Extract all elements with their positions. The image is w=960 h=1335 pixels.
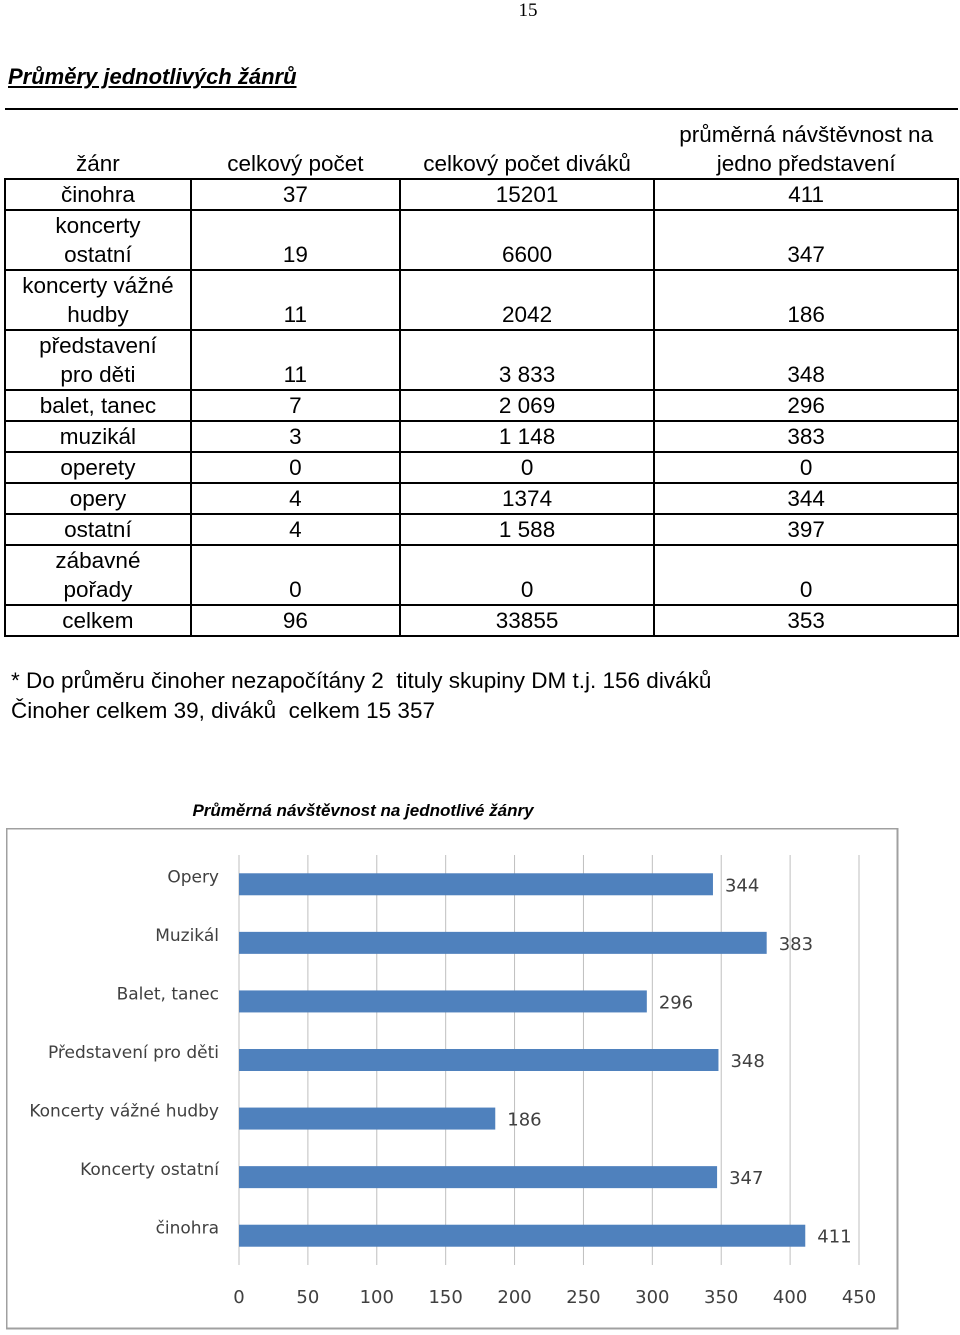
category-label: Koncerty ostatní <box>80 1160 219 1181</box>
value-cell: 348 <box>654 330 958 390</box>
section-heading: Průměry jednotlivých žánrů <box>8 64 297 89</box>
column-header: žánr <box>5 109 191 179</box>
page-number: 15 <box>518 0 538 21</box>
x-tick-label: 250 <box>566 1287 601 1308</box>
value-cell: 0 <box>654 545 958 605</box>
x-tick-label: 100 <box>359 1287 394 1308</box>
category-label: Balet, tanec <box>116 984 219 1005</box>
genre-cell: operety <box>5 452 191 483</box>
x-tick-label: 200 <box>497 1287 532 1308</box>
table-row <box>5 483 958 514</box>
value-cell: 411 <box>654 179 958 210</box>
category-label: Muzikál <box>155 925 219 946</box>
x-tick-label: 150 <box>428 1287 463 1308</box>
x-tick-label: 50 <box>296 1287 320 1308</box>
bar <box>239 1049 718 1071</box>
x-tick-label: 400 <box>772 1287 808 1308</box>
table-row <box>5 514 958 545</box>
table-row <box>5 605 958 636</box>
value-cell: 37 <box>191 179 400 210</box>
value-cell: 4 <box>191 514 400 545</box>
genre-cell: koncerty ostatní <box>5 210 191 270</box>
genre-cell: koncerty vážné hudby <box>5 270 191 330</box>
footnote-line-2: Činoher celkem 39, diváků celkem 15 357 <box>11 698 435 723</box>
table-row <box>5 210 958 270</box>
value-cell: 1 148 <box>400 421 654 452</box>
genre-cell: muzikál <box>5 421 191 452</box>
genre-cell: ostatní <box>5 514 191 545</box>
value-cell: 0 <box>400 545 654 605</box>
value-cell: 0 <box>191 452 400 483</box>
value-cell: 186 <box>654 270 958 330</box>
bar <box>239 990 647 1012</box>
value-cell: 296 <box>654 390 958 421</box>
genre-cell: opery <box>5 483 191 514</box>
value-label: 383 <box>778 933 814 955</box>
table-row <box>5 179 958 210</box>
genre-cell: celkem <box>5 605 191 636</box>
x-tick-label: 0 <box>233 1287 245 1308</box>
table-header-row <box>5 109 958 179</box>
value-cell: 344 <box>654 483 958 514</box>
value-cell: 0 <box>400 452 654 483</box>
value-cell: 96 <box>191 605 400 636</box>
table-row <box>5 330 958 390</box>
value-cell: 3 833 <box>400 330 654 390</box>
genre-cell: činohra <box>5 179 191 210</box>
value-label: 411 <box>817 1226 852 1248</box>
value-label: 344 <box>724 875 760 897</box>
value-cell: 19 <box>191 210 400 270</box>
value-cell: 33855 <box>400 605 654 636</box>
column-header: průměrná návštěvnost na jedno představení <box>654 109 958 179</box>
category-label: činohra <box>155 1218 219 1239</box>
value-cell: 15201 <box>400 179 654 210</box>
category-label: Koncerty vážné hudby <box>29 1101 219 1122</box>
value-cell: 11 <box>191 330 400 390</box>
table-row <box>5 390 958 421</box>
table-row <box>5 421 958 452</box>
footnote <box>11 666 711 726</box>
value-cell: 353 <box>654 605 958 636</box>
genre-stats-table <box>4 108 959 637</box>
category-label: Opery <box>167 867 219 888</box>
table-row <box>5 270 958 330</box>
value-cell: 0 <box>191 545 400 605</box>
value-cell: 2042 <box>400 270 654 330</box>
bar <box>239 1225 805 1247</box>
x-tick-label: 350 <box>704 1287 739 1308</box>
value-cell: 6600 <box>400 210 654 270</box>
genre-cell: balet, tanec <box>5 390 191 421</box>
value-cell: 2 069 <box>400 390 654 421</box>
value-cell: 397 <box>654 514 958 545</box>
average-attendance-bar-chart <box>6 828 899 1330</box>
chart-frame <box>7 829 898 1329</box>
value-label: 347 <box>729 1168 764 1190</box>
column-header: celkový počet diváků <box>400 109 654 179</box>
bar <box>239 1108 495 1130</box>
column-header: celkový počet <box>191 109 400 179</box>
bar <box>239 932 767 954</box>
table-row <box>5 452 958 483</box>
x-tick-label: 300 <box>635 1287 670 1308</box>
value-label: 296 <box>658 992 694 1014</box>
category-label: Představení pro děti <box>47 1043 219 1063</box>
value-label: 186 <box>507 1109 542 1131</box>
value-label: 348 <box>730 1051 765 1072</box>
table-row <box>5 545 958 605</box>
value-cell: 7 <box>191 390 400 421</box>
genre-cell: zábavné pořady <box>5 545 191 605</box>
value-cell: 3 <box>191 421 400 452</box>
genre-cell: představení pro děti <box>5 330 191 390</box>
value-cell: 4 <box>191 483 400 514</box>
value-cell: 1 588 <box>400 514 654 545</box>
x-tick-label: 450 <box>841 1287 877 1308</box>
value-cell: 383 <box>654 421 958 452</box>
value-cell: 347 <box>654 210 958 270</box>
value-cell: 0 <box>654 452 958 483</box>
bar <box>239 873 713 895</box>
value-cell: 11 <box>191 270 400 330</box>
bar <box>239 1166 717 1188</box>
value-cell: 1374 <box>400 483 654 514</box>
chart-title: Průměrná návštěvnost na jednotlivé žánry <box>192 801 534 820</box>
footnote-line-1: * Do průměru činoher nezapočítány 2 tituly skupiny DM t.j. 156 diváků <box>11 668 712 693</box>
